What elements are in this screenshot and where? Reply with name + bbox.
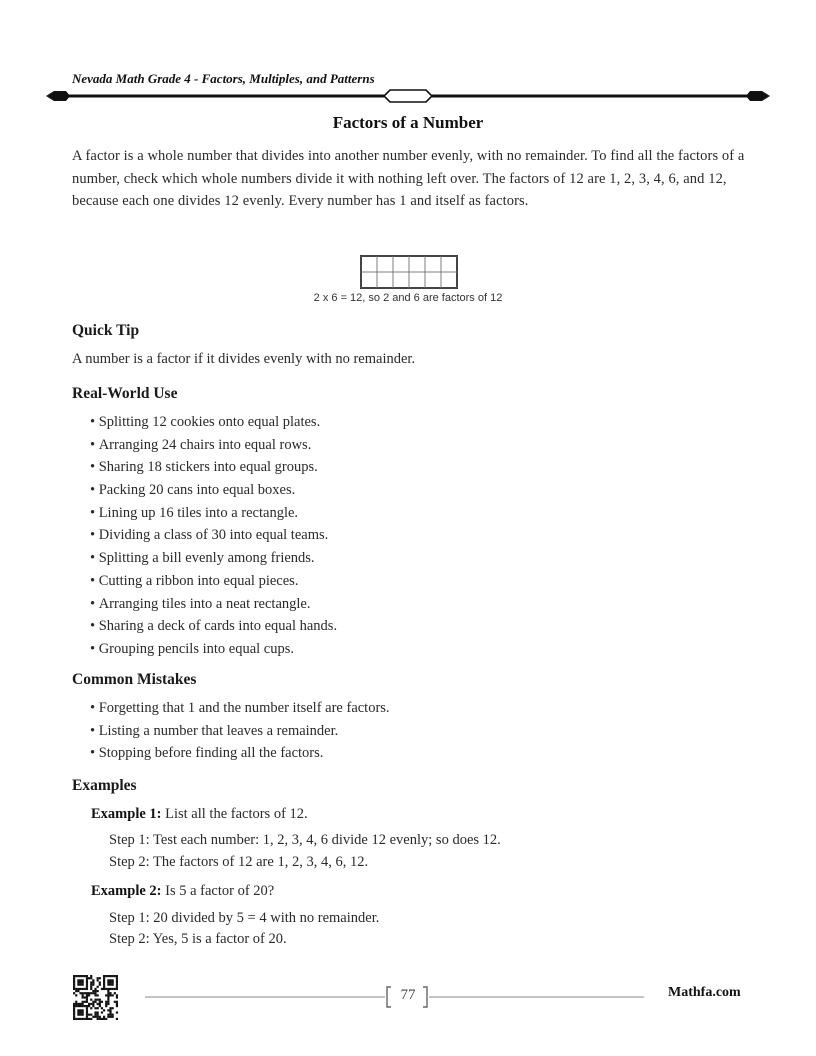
list-item: • Listing a number that leaves a remainder. [90, 720, 390, 743]
common-mistakes-heading: Common Mistakes [72, 671, 197, 688]
page-number: 77 [400, 987, 416, 1003]
real-world-heading: Real-World Use [72, 385, 178, 402]
example-2-step-2: Step 2: Yes, 5 is a factor of 20. [109, 931, 287, 947]
list-item: • Splitting 12 cookies onto equal plates. [90, 411, 337, 434]
list-item: • Dividing a class of 30 into equal teams. [90, 524, 337, 547]
list-item: • Grouping pencils into equal cups. [90, 638, 337, 661]
example-1-step-2: Step 2: The factors of 12 are 1, 2, 3, 4, 6, 12. [109, 854, 369, 870]
common-mistakes-list [90, 697, 390, 765]
example-2-question [91, 883, 274, 900]
header-divider [44, 88, 772, 104]
list-item: • Sharing 18 stickers into equal groups. [90, 456, 337, 479]
site-name: Mathfa.com [668, 985, 741, 1000]
list-item: • Packing 20 cans into equal boxes. [90, 479, 337, 502]
quick-tip-heading: Quick Tip [72, 322, 140, 339]
real-world-list [90, 411, 337, 661]
figure-caption: 2 x 6 = 12, so 2 and 6 are factors of 12 [313, 292, 503, 304]
list-item: • Arranging 24 chairs into equal rows. [90, 434, 337, 457]
list-item: • Forgetting that 1 and the number itself are factors. [90, 697, 390, 720]
factor-array-figure [359, 254, 459, 290]
intro-paragraph: A factor is a whole number that divides into another number evenly, with no remainder. To find all the factors of a number, check which whole numbers divide it with nothing left over. The factors of 12 are 1, 2, 3, 4, 6, and 12, because each one divides 12 evenly. Every number has 1 and itself as factors. [72, 148, 745, 209]
example-1-step-1: Step 1: Test each number: 1, 2, 3, 4, 6 divide 12 evenly; so does 12. [109, 832, 501, 848]
example-1-label: Example 1: [91, 806, 162, 822]
examples-heading: Examples [72, 777, 137, 794]
list-item: • Arranging tiles into a neat rectangle. [90, 593, 337, 616]
example-2-text: Is 5 a factor of 20? [165, 883, 275, 899]
example-2-label: Example 2: [91, 883, 162, 899]
example-1-question [91, 806, 308, 823]
list-item: • Stopping before finding all the factors. [90, 742, 390, 765]
example-2-step-1: Step 1: 20 divided by 5 = 4 with no remainder. [109, 910, 380, 926]
list-item: • Cutting a ribbon into equal pieces. [90, 570, 337, 593]
page-title: Factors of a Number [332, 113, 484, 132]
list-item: • Splitting a bill evenly among friends. [90, 547, 337, 570]
list-item: • Lining up 16 tiles into a rectangle. [90, 502, 337, 525]
list-item: • Sharing a deck of cards into equal hands. [90, 615, 337, 638]
qr-code-icon [73, 975, 118, 1020]
header-title: Nevada Math Grade 4 - Factors, Multiples, and Patterns [72, 71, 375, 86]
example-1-text: List all the factors of 12. [165, 806, 308, 822]
quick-tip-text: A number is a factor if it divides evenly with no remainder. [72, 351, 416, 367]
